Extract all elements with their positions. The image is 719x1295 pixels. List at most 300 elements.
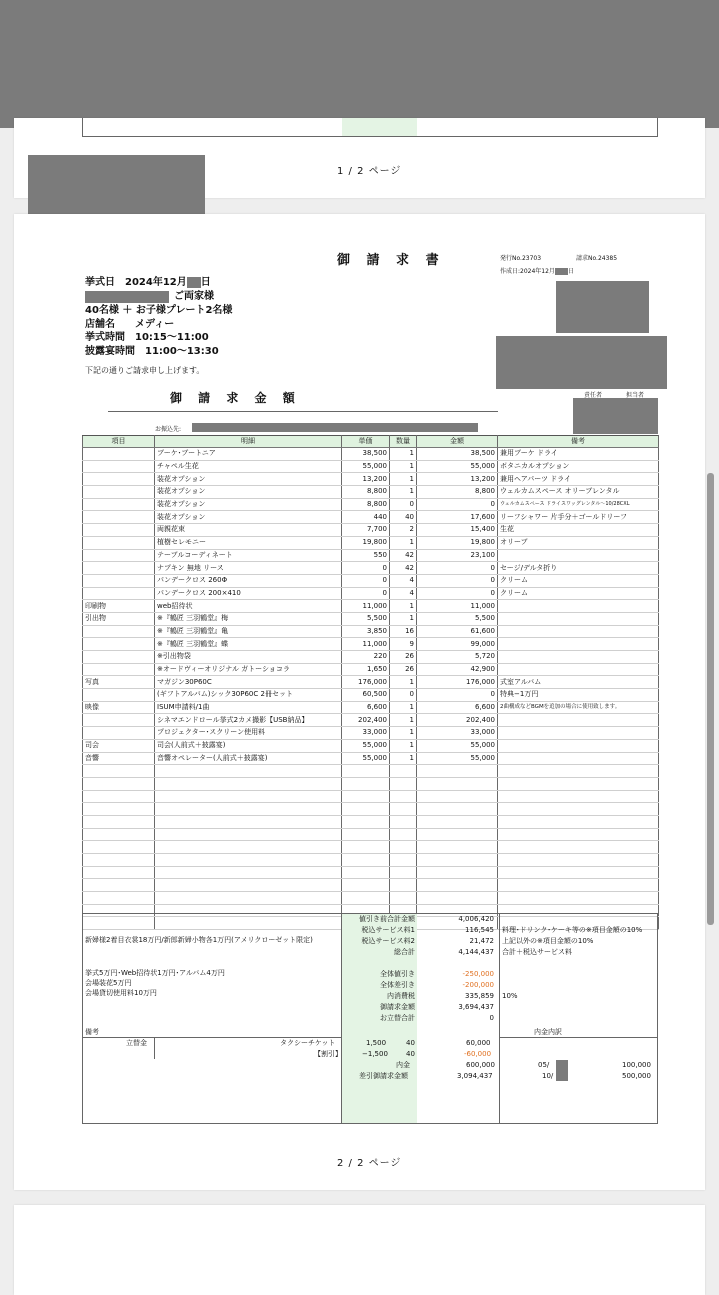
- row-qty: 42: [390, 562, 417, 575]
- deposit-date-2: 10/: [542, 1072, 554, 1080]
- table-header-row: [83, 436, 659, 448]
- row-item: [155, 828, 342, 841]
- redaction-block: [555, 268, 568, 275]
- row-amount: [417, 879, 498, 892]
- table-row: [83, 892, 659, 905]
- summary-row: [342, 969, 658, 980]
- page-2: [14, 214, 705, 1190]
- store-name: 店舗名 メディー: [85, 319, 175, 330]
- table-row: [83, 777, 659, 790]
- note-line-3: 会場装花5万円: [85, 979, 132, 987]
- row-qty: [390, 866, 417, 879]
- row-qty: 1: [390, 486, 417, 499]
- row-category: [83, 815, 155, 828]
- row-price: 11,000: [342, 600, 390, 613]
- row-amount: [417, 841, 498, 854]
- row-amount: 8,800: [417, 486, 498, 499]
- row-note: [498, 727, 659, 740]
- table-row: [83, 600, 659, 613]
- row-category: [83, 904, 155, 917]
- table-border: [82, 136, 658, 137]
- summary-label: 全体差引き: [342, 980, 417, 991]
- row-price: 0: [342, 574, 390, 587]
- row-note: [498, 803, 659, 816]
- row-note: 兼用ブーケ ドライ: [498, 448, 659, 461]
- row-item: チャペル生花: [155, 460, 342, 473]
- table-row: [83, 689, 659, 702]
- table-row: [83, 714, 659, 727]
- summary-label: 内消費税: [342, 991, 417, 1002]
- invoice-table: [82, 435, 659, 930]
- row-qty: 1: [390, 448, 417, 461]
- row-item: (ギフトアルバム)シック30P60C 2冊セット: [155, 689, 342, 702]
- row-price: [342, 892, 390, 905]
- summary-remark: 合計＋税込サービス料: [502, 948, 572, 956]
- row-item: 装花オプション: [155, 498, 342, 511]
- row-qty: [390, 828, 417, 841]
- row-item: マガジン30P60C: [155, 676, 342, 689]
- summary-value: 335,859: [465, 992, 494, 1000]
- table-row: [83, 790, 659, 803]
- row-amount: [417, 777, 498, 790]
- summary-row: [342, 925, 658, 936]
- row-amount: 23,100: [417, 549, 498, 562]
- row-qty: 4: [390, 587, 417, 600]
- note-line-2: 挙式5万円･Web招待状1万円･アルバム4万円: [85, 969, 225, 977]
- redaction-block: [496, 336, 667, 389]
- row-amount: 42,900: [417, 663, 498, 676]
- row-category: [83, 587, 155, 600]
- row-qty: 0: [390, 498, 417, 511]
- deposit-divider: [499, 1037, 658, 1038]
- table-row: [83, 574, 659, 587]
- row-note: [498, 638, 659, 651]
- row-price: [342, 790, 390, 803]
- row-amount: 55,000: [417, 752, 498, 765]
- header-category: 項目: [83, 436, 155, 448]
- row-note: [498, 828, 659, 841]
- discount-price: −1,500: [362, 1050, 388, 1058]
- created-date: 作成日:2024年12月 日: [500, 268, 574, 275]
- intro-text: 下記の通りご請求申し上げます。: [85, 366, 205, 375]
- summary-value: 4,006,420: [458, 915, 494, 923]
- taxi-amount: 60,000: [466, 1039, 491, 1047]
- row-qty: 1: [390, 701, 417, 714]
- row-price: [342, 777, 390, 790]
- row-amount: 33,000: [417, 727, 498, 740]
- table-border: [657, 118, 658, 136]
- table-row: [83, 752, 659, 765]
- table-row: [83, 587, 659, 600]
- row-price: 13,200: [342, 473, 390, 486]
- deposit-title: 内金内訳: [534, 1028, 562, 1036]
- row-price: 0: [342, 587, 390, 600]
- row-qty: 1: [390, 739, 417, 752]
- table-row: [83, 828, 659, 841]
- row-category: [83, 486, 155, 499]
- discount-qty: 40: [406, 1050, 415, 1058]
- row-price: 8,800: [342, 486, 390, 499]
- row-note: [498, 739, 659, 752]
- issue-number: 発行No.23703: [500, 255, 542, 262]
- table-row: [83, 739, 659, 752]
- ceremony-time: 挙式時間 10:15〜11:00: [85, 332, 209, 343]
- table-row: [83, 803, 659, 816]
- row-amount: 55,000: [417, 739, 498, 752]
- row-note: [498, 790, 659, 803]
- family-name: ご両家様: [174, 291, 214, 302]
- table-row: [83, 854, 659, 867]
- row-qty: 40: [390, 511, 417, 524]
- top-redaction-bar: [0, 0, 719, 128]
- row-category: [83, 777, 155, 790]
- deposit-amount-2: 500,000: [622, 1072, 651, 1080]
- row-note: [498, 892, 659, 905]
- summary-row: [342, 936, 658, 947]
- row-category: [83, 473, 155, 486]
- invoice-number: 請求No.24385: [576, 255, 618, 262]
- row-qty: 1: [390, 473, 417, 486]
- advance-label: 立替金: [126, 1039, 147, 1047]
- summary-value: -200,000: [462, 981, 494, 989]
- row-category: 写真: [83, 676, 155, 689]
- row-category: [83, 689, 155, 702]
- row-qty: 9: [390, 638, 417, 651]
- row-item: 植樹セレモニー: [155, 536, 342, 549]
- amount-title: 御 請 求 金 額: [170, 391, 301, 405]
- summary-value: 21,472: [469, 937, 494, 945]
- row-note: [498, 815, 659, 828]
- row-item: 装花オプション: [155, 486, 342, 499]
- table-row: [83, 498, 659, 511]
- row-item: web招待状: [155, 600, 342, 613]
- document-title: 御 請 求 書: [337, 253, 445, 268]
- row-note: [498, 879, 659, 892]
- deposit-value: 600,000: [466, 1061, 495, 1069]
- row-note: クリーム: [498, 574, 659, 587]
- summary-label: 税込サービス料2: [342, 936, 417, 947]
- row-note: [498, 663, 659, 676]
- row-category: [83, 625, 155, 638]
- page-3: [14, 1205, 705, 1295]
- transfer-label: お振込先:: [155, 426, 182, 433]
- row-item: 両親花束: [155, 524, 342, 537]
- wedding-date: 挙式日 2024年12月 日: [85, 277, 211, 288]
- summary-label: 値引き前合計金額: [342, 914, 417, 925]
- table-row: [83, 701, 659, 714]
- row-note: [498, 714, 659, 727]
- row-price: 176,000: [342, 676, 390, 689]
- note-line-4: 会場貸切使用料10万円: [85, 989, 157, 997]
- row-category: [83, 663, 155, 676]
- summary-row: [342, 947, 658, 958]
- row-price: 5,500: [342, 612, 390, 625]
- summary-row: [342, 991, 658, 1002]
- header-qty: 数量: [390, 436, 417, 448]
- row-note: [498, 841, 659, 854]
- table-row: [83, 815, 659, 828]
- staff-label-2: 担当者: [626, 392, 645, 399]
- row-price: 60,500: [342, 689, 390, 702]
- row-category: [83, 524, 155, 537]
- row-price: 550: [342, 549, 390, 562]
- row-note: [498, 600, 659, 613]
- row-amount: [417, 866, 498, 879]
- row-price: 55,000: [342, 460, 390, 473]
- redaction-block: [556, 281, 649, 333]
- row-price: 19,800: [342, 536, 390, 549]
- row-category: [83, 549, 155, 562]
- row-qty: 42: [390, 549, 417, 562]
- table-row: [83, 536, 659, 549]
- row-category: [83, 574, 155, 587]
- row-item: ブーケ･ブートニア: [155, 448, 342, 461]
- reception-time: 披露宴時間 11:00〜13:30: [85, 346, 219, 357]
- table-row: [83, 625, 659, 638]
- redaction-block: [573, 398, 658, 434]
- row-item: [155, 866, 342, 879]
- row-item: [155, 790, 342, 803]
- row-amount: 0: [417, 689, 498, 702]
- deposit-label: 内金: [396, 1061, 410, 1069]
- row-category: [83, 536, 155, 549]
- row-amount: 15,400: [417, 524, 498, 537]
- amount-underline: [108, 411, 498, 412]
- row-amount: [417, 815, 498, 828]
- deposit-amount-1: 100,000: [622, 1061, 651, 1069]
- row-category: [83, 448, 155, 461]
- row-category: [83, 511, 155, 524]
- final-label: 差引御請求金額: [359, 1072, 408, 1080]
- row-note: クリーム: [498, 587, 659, 600]
- row-qty: 1: [390, 676, 417, 689]
- row-item: [155, 892, 342, 905]
- row-amount: [417, 828, 498, 841]
- row-amount: 55,000: [417, 460, 498, 473]
- row-amount: 13,200: [417, 473, 498, 486]
- row-note: [498, 752, 659, 765]
- row-price: 8,800: [342, 498, 390, 511]
- row-qty: 16: [390, 625, 417, 638]
- row-qty: [390, 841, 417, 854]
- table-row: [83, 663, 659, 676]
- row-price: 6,600: [342, 701, 390, 714]
- row-item: [155, 917, 342, 930]
- row-item: ※引出物袋: [155, 651, 342, 664]
- row-amount: 0: [417, 574, 498, 587]
- summary-label: 全体値引き: [342, 969, 417, 980]
- row-amount: [417, 765, 498, 778]
- staff-label-1: 責任者: [584, 392, 603, 399]
- row-amount: 0: [417, 562, 498, 575]
- table-row: [83, 511, 659, 524]
- row-qty: 0: [390, 689, 417, 702]
- row-price: [342, 815, 390, 828]
- row-category: 司会: [83, 739, 155, 752]
- summary-value: 4,144,437: [458, 948, 494, 956]
- table-row: [83, 448, 659, 461]
- summary-remark: 上記以外の※項目金額の10%: [502, 937, 594, 945]
- summary-value: -250,000: [462, 970, 494, 978]
- row-qty: [390, 815, 417, 828]
- row-note: [498, 765, 659, 778]
- row-note: オリーブ: [498, 536, 659, 549]
- row-category: [83, 562, 155, 575]
- table-row: [83, 486, 659, 499]
- row-category: [83, 714, 155, 727]
- row-note: [498, 777, 659, 790]
- row-category: 引出物: [83, 612, 155, 625]
- row-amount: 202,400: [417, 714, 498, 727]
- table-row: [83, 562, 659, 575]
- table-row: [83, 765, 659, 778]
- row-category: 映像: [83, 701, 155, 714]
- row-item: [155, 815, 342, 828]
- redaction-block: [187, 277, 201, 288]
- row-note: 式室アルバム: [498, 676, 659, 689]
- row-qty: [390, 803, 417, 816]
- summary-label: 総合計: [342, 947, 417, 958]
- row-note: [498, 866, 659, 879]
- row-amount: [417, 892, 498, 905]
- row-qty: 1: [390, 460, 417, 473]
- discount-amount: -60,000: [464, 1050, 492, 1058]
- row-category: [83, 866, 155, 879]
- row-note: [498, 625, 659, 638]
- row-qty: 26: [390, 651, 417, 664]
- row-amount: 5,720: [417, 651, 498, 664]
- row-note: 2曲構成などBGMを追加の場合に使用致します。: [498, 701, 659, 714]
- row-price: [342, 828, 390, 841]
- summary-remark: 10%: [502, 992, 518, 1000]
- table-border: [82, 118, 83, 136]
- row-price: 1,650: [342, 663, 390, 676]
- row-qty: 1: [390, 727, 417, 740]
- row-item: テーブルコーディネート: [155, 549, 342, 562]
- row-qty: 1: [390, 752, 417, 765]
- table-row: [83, 549, 659, 562]
- row-item: ※『鶴匠 三羽鶴堂』亀: [155, 625, 342, 638]
- row-price: [342, 803, 390, 816]
- row-qty: [390, 777, 417, 790]
- row-qty: [390, 790, 417, 803]
- row-amount: 5,500: [417, 612, 498, 625]
- row-qty: 1: [390, 600, 417, 613]
- summary-label: お立替合計: [342, 1013, 417, 1024]
- row-qty: 1: [390, 536, 417, 549]
- row-category: [83, 498, 155, 511]
- row-item: 装花オプション: [155, 511, 342, 524]
- row-price: 55,000: [342, 739, 390, 752]
- summary-value: 3,694,437: [458, 1003, 494, 1011]
- row-category: [83, 803, 155, 816]
- row-qty: 4: [390, 574, 417, 587]
- summary-row: [342, 980, 658, 991]
- row-price: [342, 841, 390, 854]
- header-note: 備考: [498, 436, 659, 448]
- row-item: プロジェクター･スクリーン使用料: [155, 727, 342, 740]
- summary-block: [342, 914, 658, 1024]
- row-amount: [417, 790, 498, 803]
- row-amount: 0: [417, 498, 498, 511]
- row-item: 音響オペレーター(人前式＋披露宴): [155, 752, 342, 765]
- summary-value: 116,545: [465, 926, 494, 934]
- row-qty: [390, 892, 417, 905]
- row-item: シネマエンドロール挙式2カメ撮影【USB納品】: [155, 714, 342, 727]
- summary-row: [342, 958, 658, 969]
- row-price: 220: [342, 651, 390, 664]
- row-item: [155, 854, 342, 867]
- table-row: [83, 651, 659, 664]
- row-item: パンデークロス 260Φ: [155, 574, 342, 587]
- summary-row: [342, 914, 658, 925]
- table-row: [83, 612, 659, 625]
- row-note: [498, 549, 659, 562]
- row-item: ※『鶴匠 三羽鶴堂』蝶: [155, 638, 342, 651]
- row-price: [342, 765, 390, 778]
- row-amount: 176,000: [417, 676, 498, 689]
- row-category: [83, 854, 155, 867]
- redaction-block: [556, 1060, 568, 1081]
- summary-row: [342, 1002, 658, 1013]
- table-row: [83, 524, 659, 537]
- row-item: [155, 765, 342, 778]
- row-item: [155, 841, 342, 854]
- scrollbar-thumb[interactable]: [707, 473, 714, 925]
- summary-label: 御請求金額: [342, 1002, 417, 1013]
- row-price: 202,400: [342, 714, 390, 727]
- taxi-qty: 40: [406, 1039, 415, 1047]
- table-border: [82, 914, 83, 1124]
- row-category: [83, 917, 155, 930]
- row-price: [342, 879, 390, 892]
- row-item: [155, 803, 342, 816]
- table-row: [83, 841, 659, 854]
- taxi-label: タクシーチケット: [280, 1039, 336, 1047]
- table-row: [83, 638, 659, 651]
- row-note: 特典−1万円: [498, 689, 659, 702]
- taxi-price: 1,500: [366, 1039, 387, 1047]
- table-row: [83, 727, 659, 740]
- row-price: 55,000: [342, 752, 390, 765]
- row-category: [83, 765, 155, 778]
- row-category: [83, 841, 155, 854]
- row-note: [498, 612, 659, 625]
- row-category: [83, 638, 155, 651]
- row-item: [155, 879, 342, 892]
- row-item: ※オードヴィーオリジナル ガトーショコラ: [155, 663, 342, 676]
- row-note: [498, 651, 659, 664]
- row-category: [83, 828, 155, 841]
- row-amount: 19,800: [417, 536, 498, 549]
- row-qty: 1: [390, 714, 417, 727]
- note-line-1: 新婦様2着目衣裳18万円/新郎新婦小物各1万円(アメリクローゼット限定): [85, 936, 313, 944]
- row-qty: [390, 765, 417, 778]
- table-row: [83, 676, 659, 689]
- row-amount: 61,600: [417, 625, 498, 638]
- row-note: ボタニカルオプション: [498, 460, 659, 473]
- row-price: 11,000: [342, 638, 390, 651]
- row-qty: 26: [390, 663, 417, 676]
- row-qty: [390, 854, 417, 867]
- row-category: 印刷物: [83, 600, 155, 613]
- table-row: [83, 866, 659, 879]
- row-category: [83, 460, 155, 473]
- summary-remark: 料理･ドリンク･ケーキ等の※項目金額の10%: [502, 926, 643, 934]
- header-amount: 金額: [417, 436, 498, 448]
- summary-value: 0: [489, 1014, 494, 1022]
- row-item: ※『鶴匠 三羽鶴堂』梅: [155, 612, 342, 625]
